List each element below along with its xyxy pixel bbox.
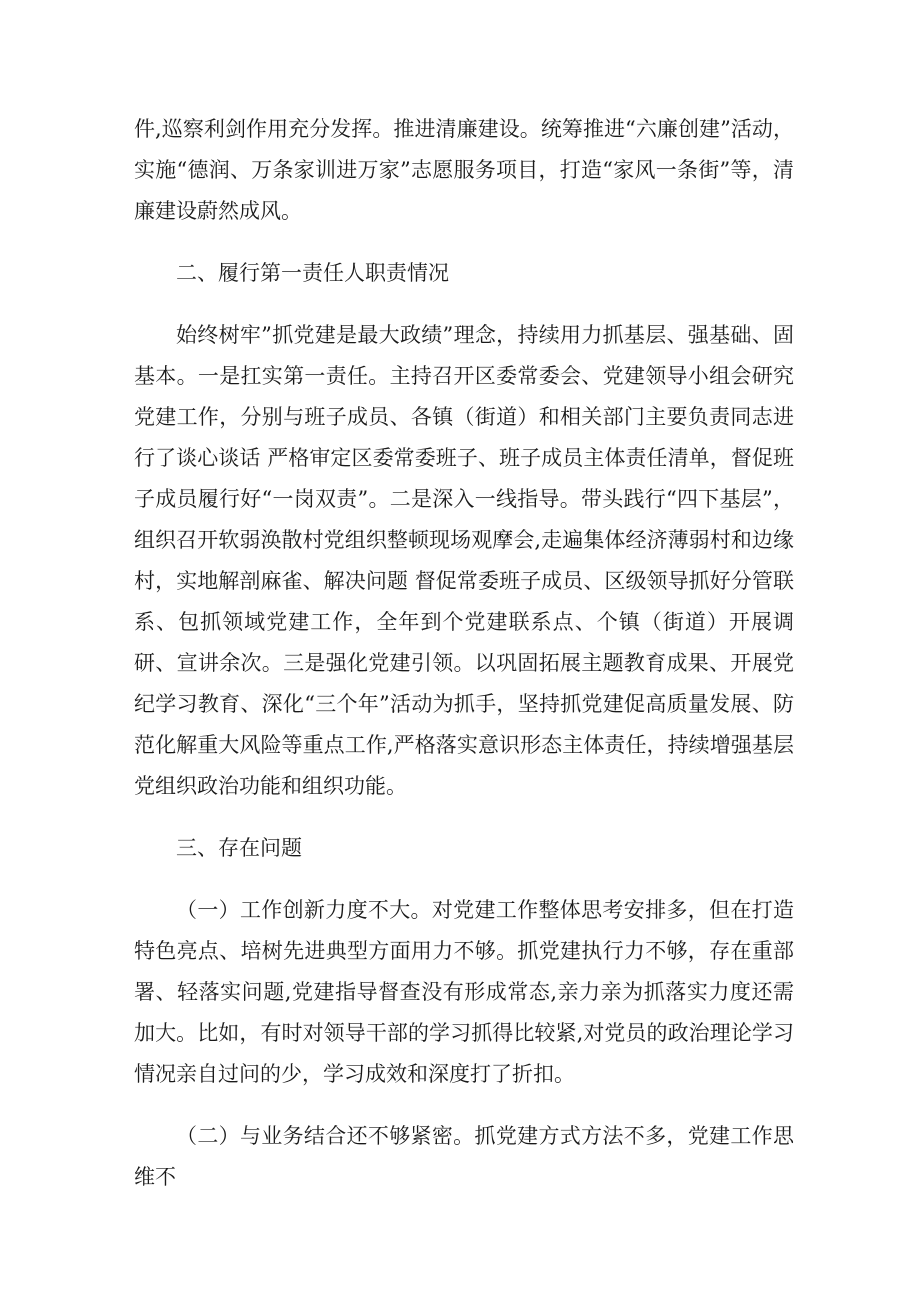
- paragraph-continuation: 件,巡察利剑作用充分发挥。推进清廉建设。统筹推进“六廉创建”活动，实施“德润、万条家训进万家”志愿服务项目，打造“家风一条街”等，清廉建设蔚然成风。: [134, 117, 794, 223]
- section-heading-duty: 二、履行第一责任人职责情况: [176, 261, 449, 285]
- paragraph-problem-2: （二）与业务结合还不够紧密。抓党建方式方法不多，党建工作思维不: [134, 1124, 794, 1189]
- section-heading-problems: 三、存在问题: [176, 836, 302, 860]
- paragraph-duty-performance: 始终树牢”抓党建是最大政绩”理念，持续用力抓基层、强基础、固基本。一是扛实第一责任。主持召开区委常委会、党建领导小组会研究党建工作，分别与班子成员、各镇（街道）和相关部门主要负责同志进行了谈心谈话 严格审定区委常委班子、班子成员主体责任清单，督促班子成员履行好“一岗双责”。二是深入一线指导。带头践行“四下基层”，组织召开软弱涣散村党组织整顿现场观摩会,走遍集体经济薄弱村和边缘村，实地解剖麻雀、解决问题 督促常委班子成员、区级领导抓好分管联系、包抓领域党建工作，全年到个党建联系点、个镇（街道）开展调研、宣讲余次。三是强化党建引领。以巩固拓展主题教育成果、开展党纪学习教育、深化“三个年”活动为抓手，坚持抓党建促高质量发展、防范化解重大风险等重点工作,严格落实意识形态主体责任，持续增强基层党组织政治功能和组织功能。: [134, 323, 794, 798]
- document-body: [134, 109, 794, 1198]
- paragraph-problem-1: （一）工作创新力度不大。对党建工作整体思考安排多，但在打造特色亮点、培树先进典型方面用力不够。抓党建执行力不够，存在重部署、轻落实问题,党建指导督查没有形成常态,亲力亲为抓落实力度还需加大。比如，有时对领导干部的学习抓得比较紧,对党员的政治理论学习情况亲自过问的少，学习成效和深度打了折扣。: [134, 898, 794, 1086]
